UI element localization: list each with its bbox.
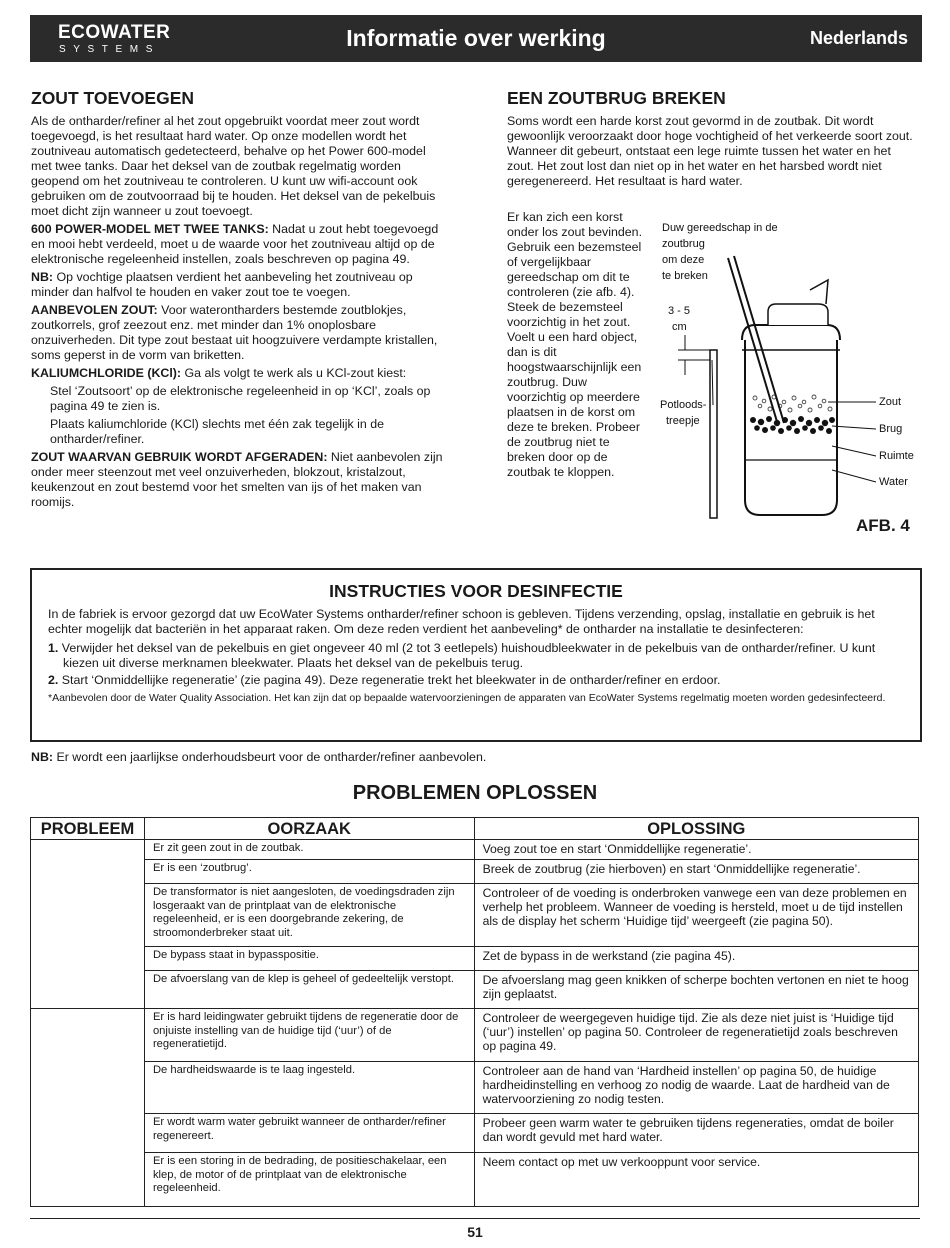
kcl-step: Plaats kaliumchloride (KCl) slechts met één zak tegelijk in de ontharder/refiner. (50, 417, 385, 446)
table-row (31, 840, 919, 860)
cause-cell: De afvoerslang van de klep is geheel of gedeeltelijk verstopt. (144, 971, 474, 1009)
troubleshooting-title: PROBLEMEN OPLOSSEN (352, 782, 598, 804)
table-header-row (31, 818, 919, 840)
paragraph (31, 222, 447, 267)
problem-cell (31, 884, 145, 947)
brand-logo: ECOWATER (58, 22, 171, 43)
figure-label: Ruimte (879, 450, 914, 462)
section-heading: ZOUT TOEVOEGEN (31, 88, 195, 108)
paragraph (31, 450, 447, 510)
problem-cell (31, 971, 145, 1009)
paragraph-label: NB: (31, 270, 54, 284)
section-break-salt-bridge (507, 88, 919, 192)
figure-label: om deze (662, 254, 705, 266)
cause-cell: Er is hard leidingwater gebruikt tijdens de regeneratie door de onjuiste instelling van de huidige tijd (‘uur’) of de regeneratietijd. (144, 1009, 474, 1062)
figure-label: te breken (662, 270, 708, 282)
cause-cell: De bypass staat in bypasspositie. (144, 947, 474, 971)
figure-label: Water (879, 476, 908, 488)
service-note (31, 750, 486, 764)
table-row (31, 971, 919, 1009)
table-row (31, 1062, 919, 1114)
solution-cell: Controleer de weergegeven huidige tijd. Zie als deze niet juist is ‘Huidige tijd (‘uur’) instellen’ op pagina 50. Controleer de regeneratietijd zoals beschreven op pagina 49. (474, 1009, 918, 1062)
footnote: *Aanbevolen door de Water Quality Association. Het kan zijn dat op bepaalde watervoorzieningen de apparaten van EcoWater Systems regelmatig moeten worden gedesinfecteerd. (48, 692, 886, 704)
cause-cell: De hardheidswaarde is te laag ingesteld. (144, 1062, 474, 1114)
column-header-solution: OPLOSSING (474, 818, 918, 840)
page-number: 51 (467, 1224, 483, 1240)
paragraph-text: Nadat u zout hebt toegevoegd en mooi hebt verdeeld, moet u de waarde voor het zoutniveau altijd op de elektronische regeleenheid instellen, zoals beschreven op pagina 49. (31, 222, 439, 266)
figure-label: zoutbrug (662, 238, 705, 250)
figure-label: Brug (879, 423, 903, 435)
paragraph-label: ZOUT WAARVAN GEBRUIK WORDT AFGERADEN: (31, 450, 328, 464)
solution-cell: Controleer of de voeding is onderbroken vanwege een van deze problemen en verhelp het probleem. Wanneer de voeding is hersteld, moet u de tijd instellen als de display het scherm ‘Huidige tijd’ weergeeft (zie pagina 50). (474, 884, 918, 947)
paragraph-text: Niet aanbevolen zijn onder meer steenzout met veel onzuiverheden, blokzout, kristalzout, keukenzout en zout bestemd voor het smelten van ijs of het maken van roomijs. (31, 450, 443, 509)
cause-cell: Er is een storing in de bedrading, de positieschakelaar, een klep, de motor of de printplaat van de elektronische regeleenheid. (144, 1153, 474, 1207)
paragraph-label: 600 POWER-MODEL MET TWEE TANKS: (31, 222, 269, 236)
paragraph: Als de ontharder/refiner al het zout opgebruikt voordat meer zout wordt toegevoegd, is het resultaat hard water. Op onze modellen wordt het zoutniveau automatisch gedetecteerd, behalve op het Power 600-model met twee tanks. Daar het deksel van de zoutbak regelmatig worden geopend om het zoutniveau te controleren. U kunt uw wifi-account ook gebruiken om de zoutvoorraad bij te houden. Het deksel van de pekelbuis moet dicht zijn wanneer u zout toevoegt. (31, 114, 436, 218)
paragraph-label: KALIUMCHLORIDE (KCl): (31, 366, 182, 380)
problem-cell (31, 1153, 145, 1207)
section-heading: INSTRUCTIES VOOR DESINFECTIE (329, 581, 623, 601)
cause-cell: Er zit geen zout in de zoutbak. (144, 840, 474, 860)
table-row (31, 1009, 919, 1062)
step-number: 1. (48, 641, 59, 655)
paragraph (31, 366, 447, 381)
solution-cell: Zet de bypass in de werkstand (zie pagina 45). (474, 947, 918, 971)
table-row (31, 1153, 919, 1207)
figure-label: Zout (879, 396, 902, 408)
troubleshooting-table (30, 817, 919, 1207)
problem-cell (31, 840, 145, 860)
paragraph-text: Voor waterontharders bestemde zoutblokjes, zoutkorrels, grof zeezout enz. met minder dan 1% onoplosbare onzuiverheden. Dit type zout bestaat uit hoogzuivere verdampte kristallen, soms geperst in de vorm van briketten. (31, 303, 438, 362)
page-header (30, 15, 922, 62)
language-label: Nederlands (809, 28, 908, 48)
page-title: Informatie over werking (346, 25, 606, 51)
cause-cell: Er wordt warm water gebruikt wanneer de ontharder/refiner regenereert. (144, 1114, 474, 1153)
step-text: Start ‘Onmiddellijke regeneratie’ (zie pagina 49). Deze regeneratie trekt het bleekwater in de ontharder/refiner en erdoor. (58, 673, 721, 687)
figure-label: 3 - 5 (668, 305, 691, 317)
solution-cell: Neem contact op met uw verkooppunt voor service. (474, 1153, 918, 1207)
paragraph: Soms wordt een harde korst zout gevormd in de zoutbak. Dit wordt gewoonlijk veroorzaakt door hoge vochtigheid of het verkeerde soort zout. Wanneer dit gebeurt, ontstaat een lege ruimte tussen het water en het zout. Het zout lost dan niet op in het water en het harsbed wordt niet geregenereerd. Het resultaat is hard water. (507, 114, 913, 188)
disinfect-step (48, 673, 904, 688)
paragraph-label: AANBEVOLEN ZOUT: (31, 303, 158, 317)
solution-cell: Controleer aan de hand van ‘Hardheid instellen’ op pagina 50, de huidige hardheidinstelling en verhoog zo nodig de waarde. Laat de hardheid van de watervoorziening zo nodig testen. (474, 1062, 918, 1114)
figure-label: Potloods- (660, 399, 707, 411)
solution-cell: Probeer geen warm water te gebruiken tijdens regeneraties, omdat de boiler dan wordt gevuld met hard water. (474, 1114, 918, 1153)
problem-cell (31, 947, 145, 971)
paragraph-text: Ga als volgt te werk als u KCl-zout kiest: (181, 366, 407, 380)
column-header-problem: PROBLEEM (31, 818, 145, 840)
table-row (31, 1114, 919, 1153)
section-add-salt (31, 88, 447, 513)
cause-cell: Er is een ‘zoutbrug’. (144, 860, 474, 884)
step-number: 2. (48, 673, 59, 687)
problem-cell (31, 860, 145, 884)
table-row (31, 947, 919, 971)
cause-cell: De transformator is niet aangesloten, de voedingsdraden zijn losgeraakt van de printplaat van de elektronische regeleenheid, er is een doorgebrande zekering, de stroomonderbreker staat uit. (144, 884, 474, 947)
paragraph: In de fabriek is ervoor gezorgd dat uw EcoWater Systems ontharder/refiner schoon is gebleven. Tijdens verzending, opslag, installatie en gebruik is het echter mogelijk dat bacteriën in het apparaat raken. Om deze reden verdient het aanbeveling* de ontharder na installatie te desinfecteren: (48, 607, 875, 636)
paragraph (31, 303, 447, 363)
problem-cell (31, 1062, 145, 1114)
figure-label: cm (672, 321, 687, 333)
figure-caption: AFB. 4 (856, 516, 910, 535)
disinfect-step (48, 641, 904, 671)
figure-label: Duw gereedschap in de (662, 222, 778, 234)
solution-cell: Voeg zout toe en start ‘Onmiddellijke regeneratie’. (474, 840, 918, 860)
solution-cell: Breek de zoutbrug (zie hierboven) en start ‘Onmiddellijke regeneratie’. (474, 860, 918, 884)
paragraph-text: Op vochtige plaatsen verdient het aanbeveling het zoutniveau op minder dan halfvol te houden en vaker zout toe te voegen. (31, 270, 413, 299)
problem-cell (31, 1114, 145, 1153)
figure-label: treepje (666, 415, 700, 427)
kcl-step: Stel ‘Zoutsoort’ op de elektronische regeleenheid in op ‘KCl’, zoals op pagina 49 te zien is. (50, 384, 431, 413)
paragraph: Er kan zich een korst onder los zout bevinden. Gebruik een bezemsteel of vergelijkbaar gereedschap om dit te controleren (zie afb. 4). Steek de bezemsteel voorzichtig in het zout. Voelt u een hard object, dan is dit hoogstwaarschijnlijk een zoutbrug. Duw voorzichtig op meerdere plaatsen in de korst om deze te breken. Probeer de zoutbrug niet te breken door op de zoutbak te kloppen. (507, 210, 643, 479)
step-text: Verwijder het deksel van de pekelbuis en giet ongeveer 40 ml (2 tot 3 eetlepels) huishoudbleekwater in de pekelbuis van de ontharder/refiner. U kunt kiezen uit diverse merknamen bleekwater. Plaats het deksel van de pekelbuis terug. (58, 641, 876, 670)
disinfection-box (30, 568, 922, 742)
column-header-cause: OORZAAK (144, 818, 474, 840)
solution-cell: De afvoerslang mag geen knikken of scherpe bochten vertonen en niet te hoog zijn geplaatst. (474, 971, 918, 1009)
table-row (31, 884, 919, 947)
problem-cell (31, 1009, 145, 1062)
footer-divider (30, 1218, 920, 1219)
brand-logo-subtitle: SYSTEMS (59, 44, 160, 55)
note-text: Er wordt een jaarlijkse onderhoudsbeurt voor de ontharder/refiner aanbevolen. (53, 750, 487, 764)
table-row (31, 860, 919, 884)
note-label: NB: (31, 750, 54, 764)
section-heading: EEN ZOUTBRUG BREKEN (507, 88, 726, 108)
paragraph (31, 270, 447, 300)
